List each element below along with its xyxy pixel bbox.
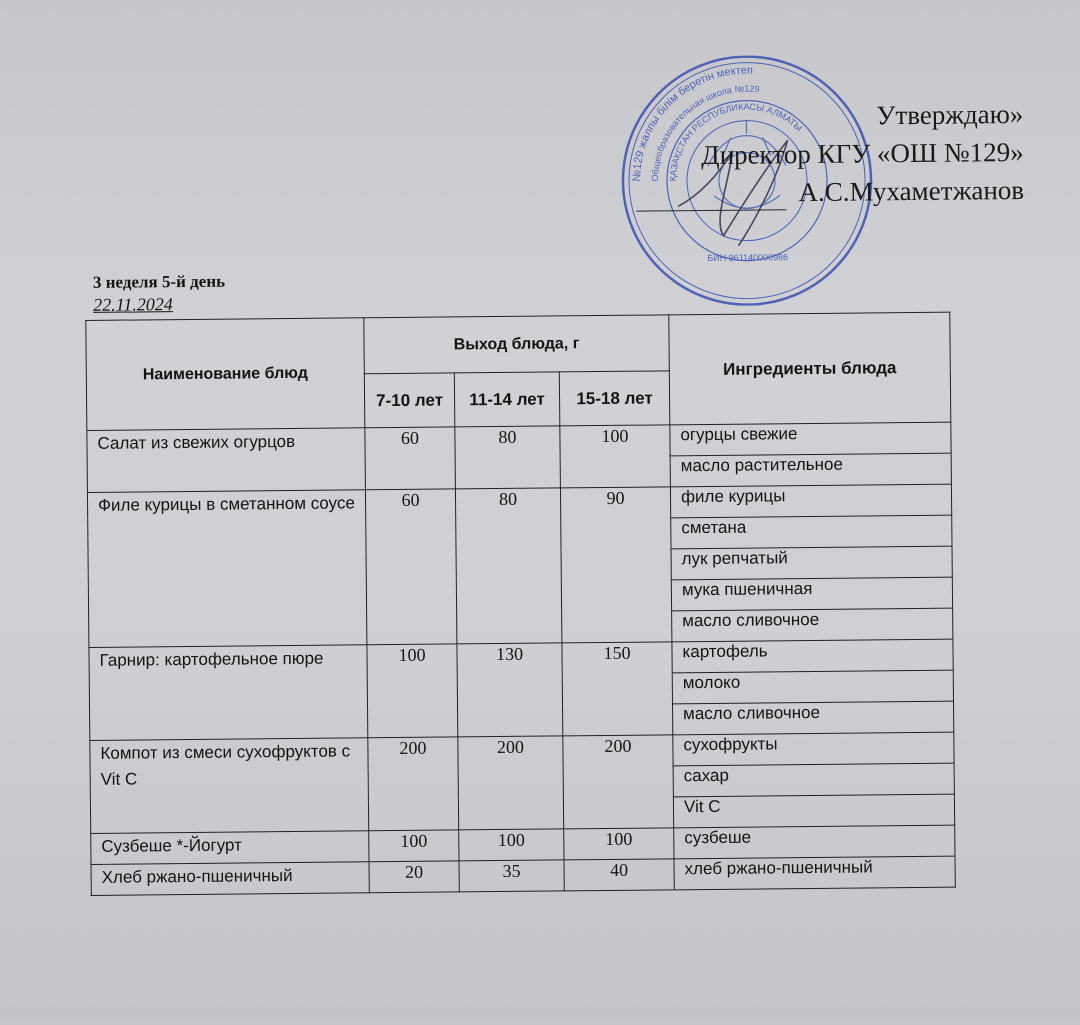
ingredient: картофель [672, 639, 953, 673]
header-dish-name: Наименование блюд [86, 318, 365, 431]
ingredient: огурцы свежие [670, 422, 951, 456]
ingredient: сметана [671, 515, 952, 549]
week-day-title: 3 неделя 5-й день [92, 271, 226, 292]
yield-11-14: 100 [459, 829, 564, 861]
ingredient: Vit C [673, 794, 954, 828]
yield-11-14: 130 [457, 643, 563, 737]
stamp-middle-text: Общеобразовательная школа №129 [649, 83, 761, 182]
dish-name: Филе курицы в сметанном соусе [87, 490, 366, 648]
header-age-11-14: 11-14 лет [454, 372, 560, 427]
header-ingredients: Ингредиенты блюда [669, 312, 951, 425]
approval-block [701, 95, 1025, 212]
dish-name: Салат из свежих огурцов [87, 428, 366, 493]
approval-line-approve: Утверждаю» [876, 98, 1024, 131]
yield-15-18: 200 [563, 735, 674, 829]
menu-date: 22.11.2024 [93, 294, 173, 315]
ingredient: мука пшеничная [671, 577, 952, 611]
yield-15-18: 150 [562, 642, 673, 736]
ingredient: молоко [672, 670, 953, 704]
yield-7-10: 200 [368, 737, 459, 831]
stamp-outer-text: №129 жалпы білім беретін мектеп [630, 64, 754, 182]
yield-7-10: 100 [369, 830, 459, 862]
ingredient: хлеб ржано-пшеничный [674, 856, 955, 890]
ingredient: лук репчатый [671, 546, 952, 580]
ingredient: сухофрукты [673, 732, 954, 766]
ingredient: сузбеше [674, 825, 955, 859]
stamp-bin: БИН 961140000986 [707, 252, 789, 263]
header-age-15-18: 15-18 лет [559, 371, 670, 426]
approval-line-director: Директор КГУ «ОШ №129» [701, 136, 1024, 171]
dish-name: Компот из смеси сухофруктов с Vit C [90, 738, 369, 834]
yield-7-10: 20 [369, 861, 459, 893]
approval-line-name: А.С.Мухаметжанов [798, 174, 1025, 208]
dish-name: Гарнир: картофельное пюре [89, 645, 368, 741]
yield-15-18: 90 [560, 487, 671, 643]
ingredient: сахар [673, 763, 954, 797]
dish-name: Хлеб ржано-пшеничный [91, 862, 369, 896]
ingredient: масло сливочное [673, 701, 954, 735]
menu-heading [93, 271, 226, 316]
yield-7-10: 60 [365, 489, 456, 645]
header-yield: Выход блюда, г [364, 315, 670, 374]
menu-table [85, 312, 955, 896]
ingredient: масло сливочное [672, 608, 953, 642]
ingredient: филе курицы [670, 484, 951, 518]
yield-11-14: 200 [458, 736, 564, 830]
yield-7-10: 100 [367, 644, 458, 738]
yield-15-18: 100 [560, 425, 671, 488]
yield-7-10: 60 [365, 427, 456, 490]
header-age-7-10: 7-10 лет [364, 373, 455, 428]
yield-15-18: 100 [564, 828, 674, 860]
yield-11-14: 80 [455, 488, 561, 644]
yield-11-14: 35 [459, 860, 564, 892]
stamp-inner-text: ҚАЗАҚСТАН РЕСПУБЛИКАСЫ АЛМАТЫ [667, 101, 805, 182]
dish-name: Сузбеше *-Йогурт [91, 831, 369, 865]
yield-15-18: 40 [564, 859, 674, 891]
ingredient: масло растительное [670, 453, 951, 487]
yield-11-14: 80 [455, 426, 561, 489]
